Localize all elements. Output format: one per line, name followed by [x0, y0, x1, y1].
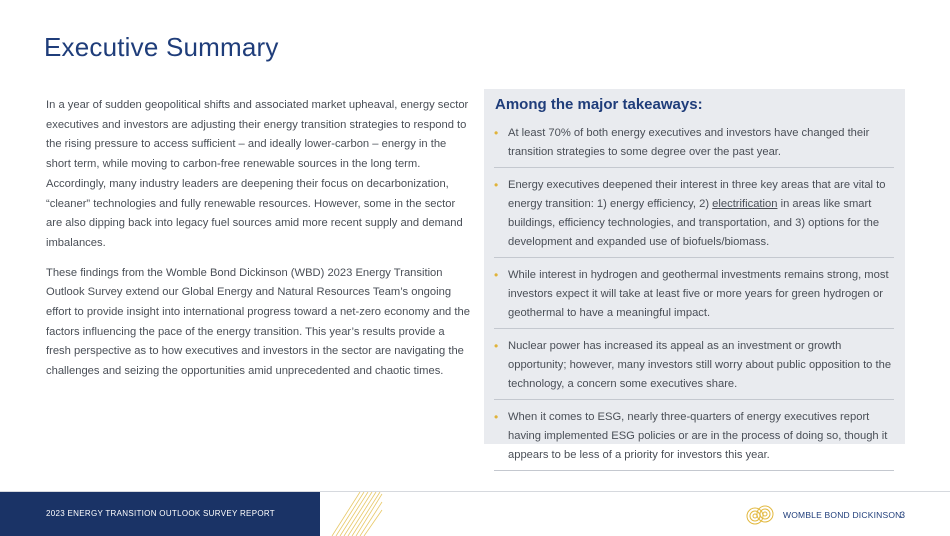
- intro-paragraph: These findings from the Womble Bond Dickinson (WBD) 2023 Energy Transition Outlook Survey extend our Global Energy and Natural Resources Team’s ongoing effort to provide insight into international progress toward a net-zero economy and the factors influencing the pace of the energy transition. This year’s results provide a fresh perspective as to how executives and investors in the sector are navigating the challenges and seizing the opportunities amid unprecedented and chaotic times.: [46, 266, 470, 378]
- intro-paragraph: In a year of sudden geopolitical shifts and associated market upheaval, energy sector executives and investors are adjusting their energy transition strategies to respond to the rising pressure to access sufficient – and ideally lower-carbon – energy in the short term, while moving to carbon-free renewable sources in the long term. Accordingly, many industry leaders are deepening their focus on decarbonization, “cleaner” technologies and fully renewable resources. However, some in the sector are also dipping back into legacy fuel sources amid more recent supply and demand imbalances.: [46, 99, 469, 249]
- intro-text: [46, 96, 471, 392]
- footer: [0, 491, 950, 536]
- takeaway-text: in areas like smart buildings, efficiency technologies, and transportation, and 3) options for the development and expanded use of biofuels/biomass.: [508, 198, 880, 248]
- brand-logo: [745, 503, 902, 527]
- brand-name: WOMBLE BOND DICKINSON: [783, 510, 902, 520]
- bullet-icon: •: [494, 178, 499, 192]
- takeaway-text: When it comes to ESG, nearly three-quarters of energy executives report having implemented ESG policies or are in the process of doing so, though it appears to be less of a priority for investors this year.: [508, 411, 888, 461]
- takeaway-text: Energy executives deepened their interest in three key areas that are vital to energy transition: 1) energy efficiency, 2): [508, 179, 886, 210]
- bullet-icon: •: [494, 339, 499, 353]
- takeaway-item: [494, 333, 894, 400]
- footer-band: [0, 492, 320, 536]
- takeaway-item: [494, 120, 894, 168]
- takeaway-text: Nuclear power has increased its appeal as an investment or growth opportunity; however, many investors still worry about public opposition to the technology, a concern some executives share.: [508, 340, 892, 390]
- takeaway-text: At least 70% of both energy executives and investors have changed their transition strategies to some degree over the past year.: [508, 127, 870, 158]
- takeaways-panel: [484, 89, 905, 461]
- electrification-link[interactable]: electrification: [712, 198, 778, 210]
- takeaway-item: [494, 404, 894, 471]
- report-title: 2023 ENERGY TRANSITION OUTLOOK SURVEY REPORT: [46, 509, 275, 518]
- bullet-icon: •: [494, 410, 499, 424]
- wbd-logo-icon: [745, 503, 779, 527]
- bullet-icon: •: [494, 268, 499, 282]
- bullet-icon: •: [494, 126, 499, 140]
- takeaways-list: [494, 120, 894, 475]
- takeaway-item: [494, 172, 894, 258]
- takeaways-heading: Among the major takeaways:: [495, 96, 703, 113]
- page-title: Executive Summary: [44, 32, 279, 62]
- takeaway-text: While interest in hydrogen and geothermal investments remains strong, most investors expect it will take at least five or more years for green hydrogen or geothermal to have a meaningful impact.: [508, 269, 889, 319]
- page-number: 3: [900, 510, 906, 520]
- decorative-stripes-icon: [320, 492, 390, 536]
- takeaway-item: [494, 262, 894, 329]
